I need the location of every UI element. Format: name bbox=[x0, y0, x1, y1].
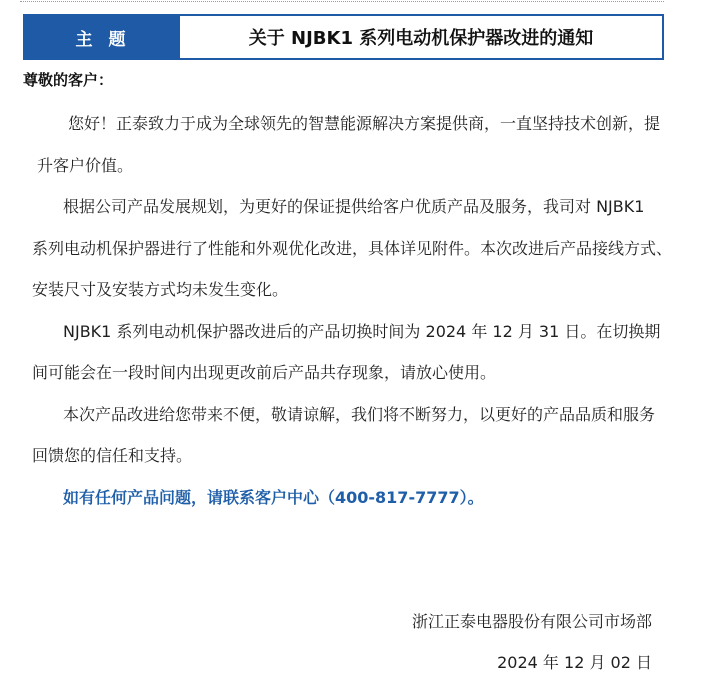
contact-hotline: 如有任何产品问题，请联系客户中心（400-817-7777）。 bbox=[63, 487, 484, 507]
paragraph-line: 根据公司产品发展规划，为更好的保证提供给客户优质产品及服务，我司对 NJBK1 bbox=[63, 197, 645, 216]
paragraph-line: 本次产品改进给您带来不便，敬请谅解，我们将不断努力，以更好的产品品质和服务 bbox=[63, 404, 656, 424]
paragraph-line: 系列电动机保护器进行了性能和外观优化改进，具体详见附件。本次改进后产品接线方式、 bbox=[32, 238, 673, 258]
paragraph-line: 升客户价值。 bbox=[37, 155, 134, 175]
notice-title: 关于 NJBK1 系列电动机保护器改进的通知 bbox=[178, 14, 664, 60]
paragraph-apology bbox=[0, 394, 700, 477]
signature-organization: 浙江正泰电器股份有限公司市场部 bbox=[411, 612, 652, 631]
top-dotted-divider bbox=[20, 1, 664, 2]
paragraph-improvement bbox=[0, 186, 700, 311]
subject-header bbox=[23, 14, 664, 60]
signature-date: 2024 年 12 月 02 日 bbox=[497, 653, 652, 672]
greeting: 尊敬的客户： bbox=[23, 71, 114, 89]
paragraph-line: 间可能会在一段时间内出现更改前后产品共存现象，请放心使用。 bbox=[32, 363, 497, 382]
paragraph-line: 安装尺寸及安装方式均未发生变化。 bbox=[32, 280, 289, 299]
subject-label: 主 题 bbox=[23, 14, 178, 60]
notice-body bbox=[0, 103, 700, 518]
paragraph-line: 您好！正泰致力于成为全球领先的智慧能源解决方案提供商，一直坚持技术创新，提 bbox=[68, 114, 661, 133]
paragraph-line: NJBK1 系列电动机保护器改进后的产品切换时间为 2024 年 12 月 31 日。在切换期 bbox=[63, 321, 661, 341]
paragraph-switch-time bbox=[0, 311, 700, 394]
paragraph-greeting bbox=[0, 103, 700, 186]
paragraph-line: 回馈您的信任和支持。 bbox=[32, 446, 193, 465]
